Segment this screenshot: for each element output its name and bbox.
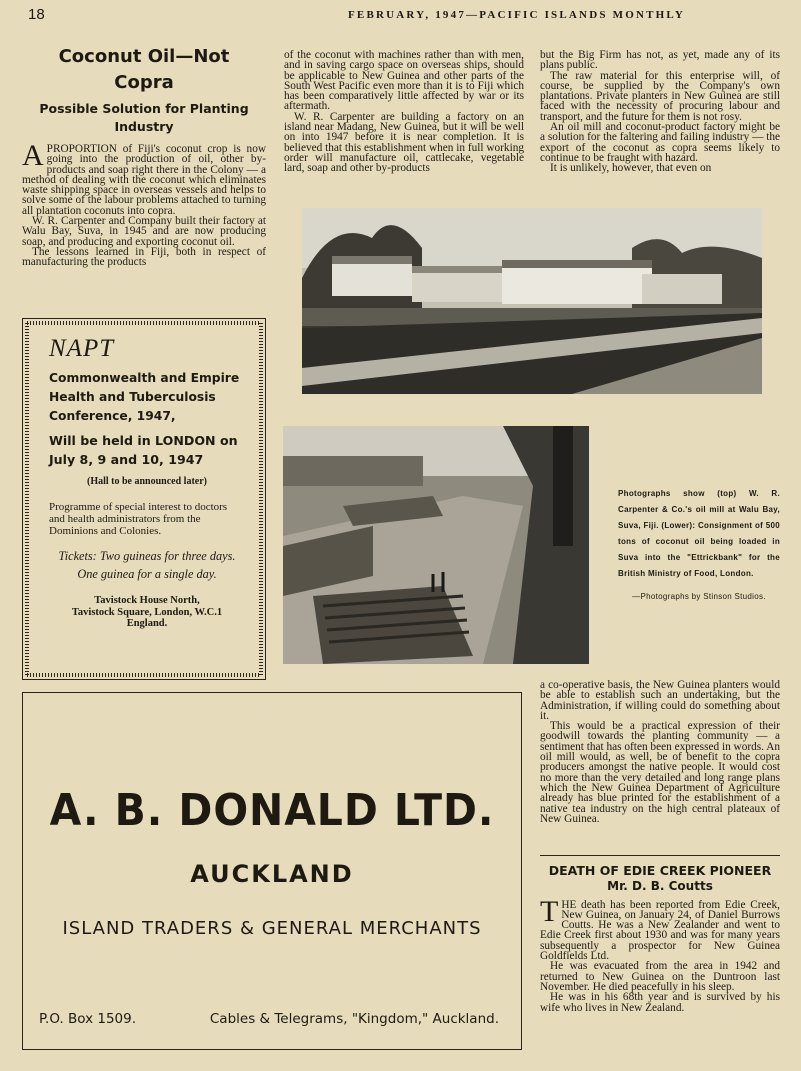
article-column-1 (22, 44, 266, 268)
advert-company-name: A. B. DONALD LTD. (49, 785, 495, 836)
obituary-paragraph: He was in his 68th year and is survived by his wife who lives in New Zealand. (540, 991, 780, 1014)
border-ornament (27, 673, 261, 677)
obituary (540, 863, 780, 1014)
border-ornament (25, 323, 29, 675)
photo-caption: Photographs show (top) W. R. Carpenter & Co.'s oil mill at Walu Bay, Suva, Fiji. (Lower): Consignment of 500 tons of coconut oil being loaded in Suva into the "Ettrickbank" for the British Ministry of Food, London. (618, 489, 780, 578)
obituary-subtitle: Mr. D. B. Coutts (607, 879, 713, 894)
napt-notice (22, 318, 266, 680)
paragraph: The raw material for this enterprise will, of course, be supplied by the Company's own plantations. Private planters in New Guinea are still faced with the necessity of procuring labour and transport, and the future for them is not rosy. (540, 69, 780, 123)
napt-hall: (Hall to be announced later) (87, 476, 207, 487)
advert-city: AUCKLAND (190, 860, 354, 888)
paragraph: The lessons learned in Fiji, both in respect of manufacturing the products (22, 245, 266, 269)
article-continuation (540, 680, 780, 824)
paragraph: W. R. Carpenter and Company built their factory at Walu Bay, Suva, in 1945 and are now producing soap, and producing and exporting coconut oil. (22, 215, 266, 248)
napt-address-2: Tavistock Square, London, W.C.1 (71, 606, 223, 618)
photo-loading-oil-image (283, 426, 589, 664)
advert-po-box: P.O. Box 1509. (39, 1011, 137, 1027)
napt-tickets-2: One guinea for a single day. (77, 567, 217, 581)
photo-oil-mill-image (302, 208, 762, 394)
paragraph: An oil mill and coconut-product factory might be a solution for the faltering and failing industry — the export of the coconut as copra seems likely to continue to be fraught with hazard. (540, 121, 781, 164)
paragraph: of the coconut with machines rather than with men, and in saving cargo space on overseas ships, should be applicable to New Guinea and other parts of the South West Pacific even more than it is to Fiji which has been comparatively little affected by war or its aftermath. (284, 49, 524, 113)
running-head-text: FEBRUARY, 1947—PACIFIC ISLANDS MONTHLY (348, 9, 686, 21)
paragraph: W. R. Carpenter are building a factory on an island near Madang, New Guinea, but it will be well on into 1947 before it is near completion. It is believed that this establishment when in full working order will manufacture oil, cattlecake, vegetable lard, soap and other by-products (284, 110, 525, 175)
article-column-2 (284, 50, 524, 174)
page-number: 18 (28, 6, 45, 23)
obituary-drop-cap: T (540, 894, 559, 928)
photo-caption-block (618, 486, 780, 601)
lead-paragraph: PROPORTION of Fiji's coconut crop is now going into the production of oil, other by-products and soap right there in the Colony — a method of dealing with the coconut which eliminates waste shipping space in overseas vessels and helps to solve some of the labour problems attached to turning all plantation coconuts into copra. (22, 143, 266, 217)
napt-conference: Commonwealth and Empire Health and Tuberculosis Conference, 1947, (49, 371, 240, 423)
napt-org: NAPT (49, 335, 115, 362)
border-ornament (27, 321, 261, 325)
subheadline: Possible Solution for Planting Industry (39, 101, 249, 134)
advert-cables: Cables & Telegrams, "Kingdom," Auckland. (209, 1011, 499, 1027)
obituary-rule (540, 855, 780, 856)
photo-oil-mill (302, 208, 762, 394)
paragraph: It is unlikely, however, that even on (550, 162, 712, 175)
napt-tickets-1: Tickets: Two guineas for three days. (58, 549, 236, 563)
drop-cap: A (22, 139, 44, 172)
photo-credit: —Photographs by Stinson Studios. (632, 592, 766, 601)
obituary-title: DEATH OF EDIE CREEK PIONEER (548, 863, 772, 878)
photo-loading-oil (283, 426, 589, 664)
border-ornament (259, 323, 263, 675)
article-column-3 (540, 50, 780, 174)
ab-donald-advert (22, 692, 522, 1050)
running-head (28, 6, 784, 28)
obituary-paragraph: He was evacuated from the area in 1942 and returned to New Guinea on the Duntroon last November. He died peacefully in his sleep. (540, 960, 780, 993)
headline-line-2: Copra (114, 72, 174, 93)
advert-trade-line: ISLAND TRADERS & GENERAL MERCHANTS (62, 918, 482, 939)
napt-address-1: Tavistock House North, (94, 595, 200, 606)
paragraph: but the Big Firm has not, as yet, made any of its plans public. (540, 49, 780, 72)
headline-line-1: Coconut Oil—Not (58, 46, 230, 67)
napt-dates: Will be held in LONDON on July 8, 9 and 10, 1947 (49, 433, 238, 467)
paragraph: a co-operative basis, the New Guinea planters would be able to establish such an undertaking, but the Administration, if willing could do something about it. (540, 679, 780, 722)
obituary-paragraph: HE death has been reported from Edie Creek, New Guinea, on January 24, of Daniel Burrows Coutts. He was a New Zealander and went to Edie Creek first about 1930 and was for many years subsequently a prospector for New Guinea Goldfields Ltd. (540, 898, 780, 963)
napt-address-3: England. (126, 618, 168, 629)
paragraph: This would be a practical expression of their goodwill towards the planting community — a sentiment that has often been expressed in words. An oil mill would, as well, be of benefit to the copra producers amongst the native people. It would cost no more than the very detailed and long range plans which the New Guinea Department of Agriculture already has blue printed for the establishment of a native tea industry on the high central plateaux of New Guinea. (540, 720, 781, 825)
napt-programme: Programme of special interest to doctors and health administrators from the Dominions and Colonies. (49, 501, 228, 537)
